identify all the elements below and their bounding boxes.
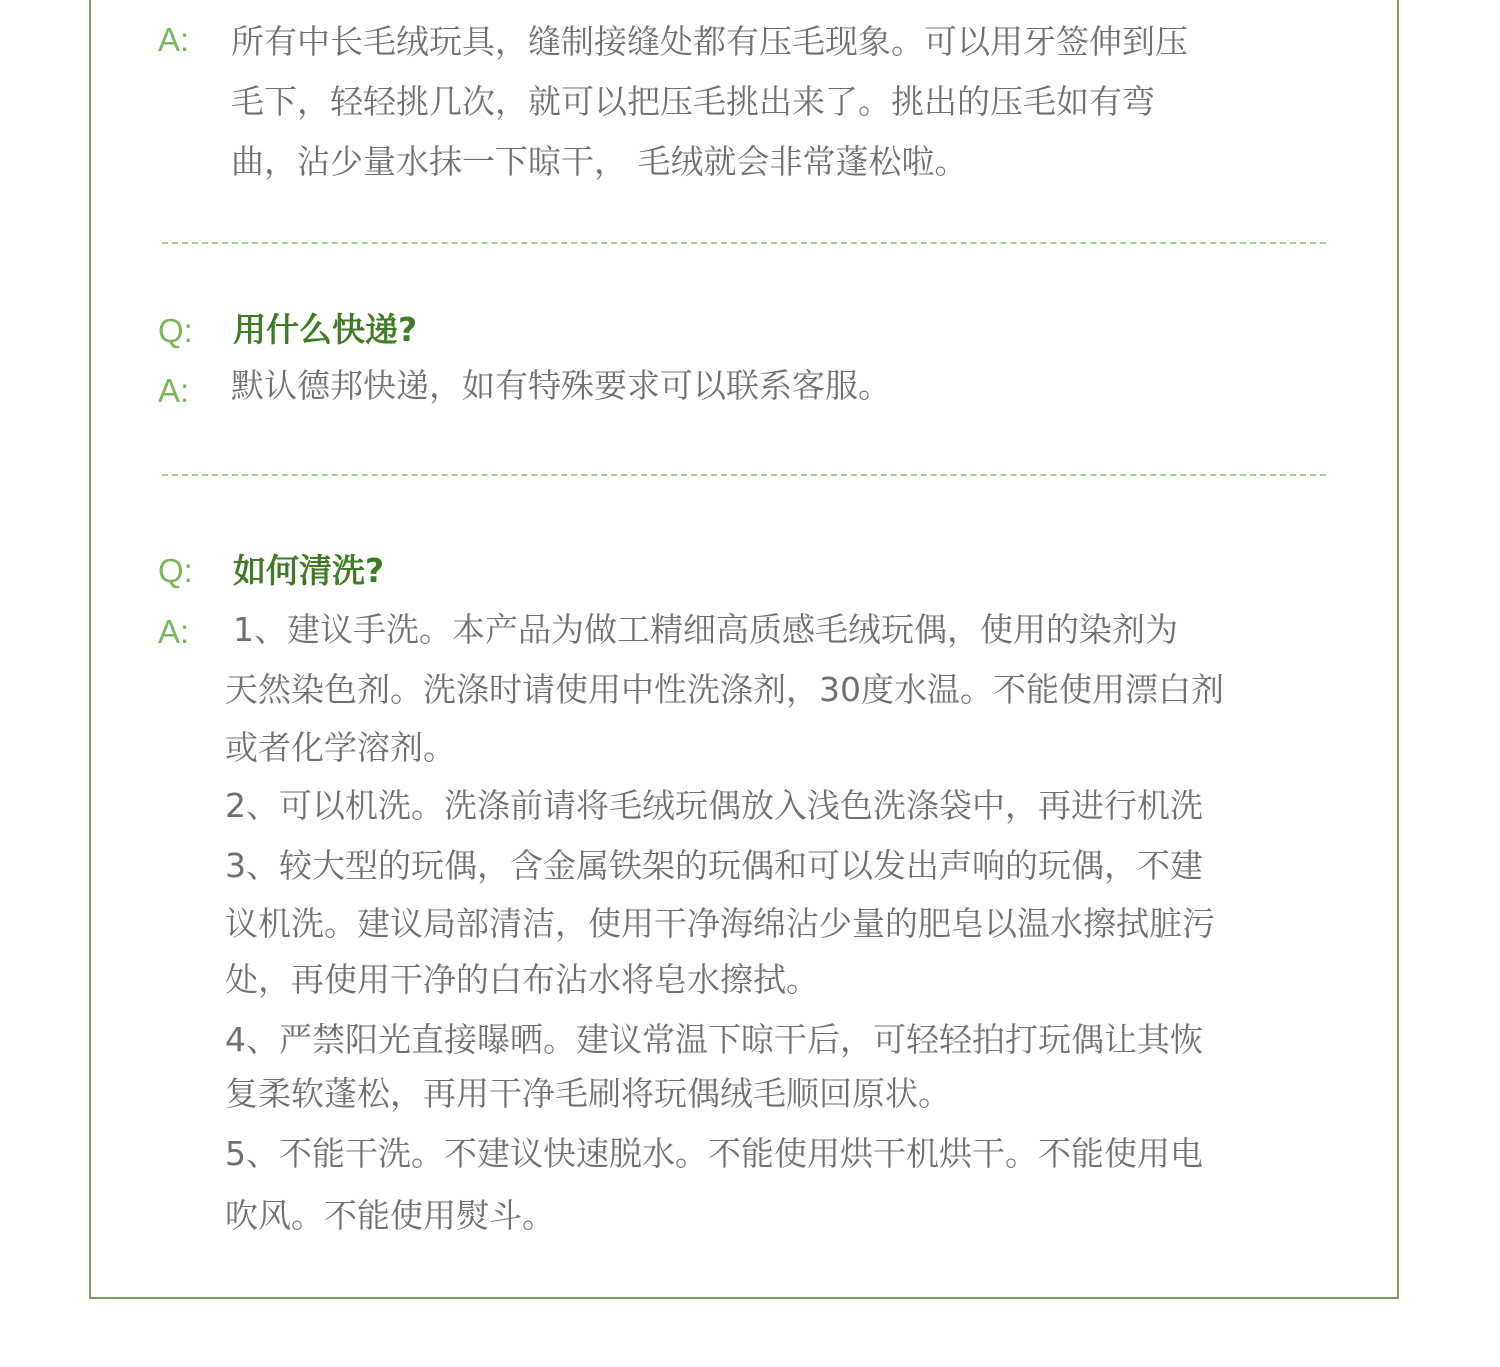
answer-line: 1、建议手洗。本产品为做工精细高质感毛绒玩偶，使用的染剂为 <box>233 610 1178 649</box>
answer-line: 3、较大型的玩偶，含金属铁架的玩偶和可以发出声响的玩偶，不建 <box>225 846 1203 885</box>
answer-marker: A: <box>158 21 190 58</box>
answer-line: 所有中长毛绒玩具，缝制接缝处都有压毛现象。可以用牙签伸到压 <box>231 22 1188 61</box>
question-marker: Q: <box>158 312 193 349</box>
question-text: 用什么快递? <box>233 310 418 349</box>
answer-line: 议机洗。建议局部清洁，使用干净海绵沾少量的肥皂以温水擦拭脏污 <box>225 904 1215 943</box>
answer-line: 5、不能干洗。不建议快速脱水。不能使用烘干机烘干。不能使用电 <box>225 1134 1203 1173</box>
answer-line: 或者化学溶剂。 <box>225 728 456 767</box>
answer-line: 4、严禁阳光直接曝晒。建议常温下晾干后，可轻轻拍打玩偶让其恢 <box>225 1020 1203 1059</box>
answer-line: 天然染色剂。洗涤时请使用中性洗涤剂，30度水温。不能使用漂白剂 <box>225 670 1224 709</box>
answer-marker: A: <box>158 372 190 409</box>
section-divider <box>162 242 1326 244</box>
answer-line: 毛下，轻轻挑几次，就可以把压毛挑出来了。挑出的压毛如有弯 <box>231 82 1155 121</box>
answer-line: 2、可以机洗。洗涤前请将毛绒玩偶放入浅色洗涤袋中，再进行机洗 <box>225 786 1203 825</box>
answer-marker: A: <box>158 613 190 650</box>
question-marker: Q: <box>158 552 193 589</box>
question-text: 如何清洗? <box>233 551 385 590</box>
answer-line: 默认德邦快递，如有特殊要求可以联系客服。 <box>231 366 891 405</box>
answer-line: 吹风。不能使用熨斗。 <box>225 1196 555 1235</box>
answer-line: 处，再使用干净的白布沾水将皂水擦拭。 <box>225 960 819 999</box>
section-divider <box>162 474 1326 476</box>
answer-line: 复柔软蓬松，再用干净毛刷将玩偶绒毛顺回原状。 <box>225 1074 951 1113</box>
answer-line: 曲，沾少量水抹一下晾干， 毛绒就会非常蓬松啦。 <box>231 142 968 181</box>
